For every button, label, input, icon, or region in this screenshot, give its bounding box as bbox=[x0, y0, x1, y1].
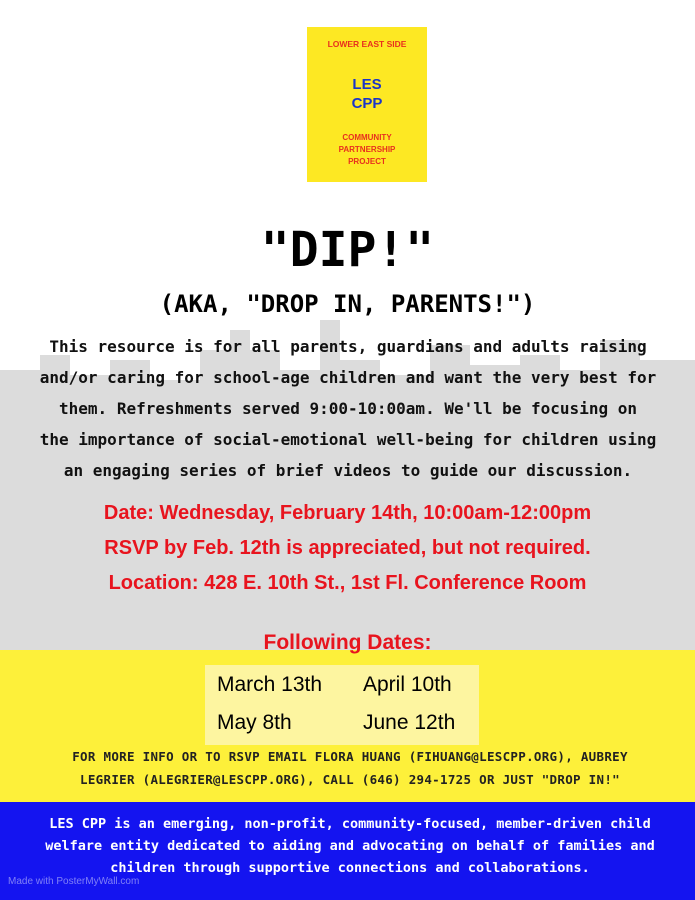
following-dates-heading: Following Dates: bbox=[263, 631, 432, 654]
watermark: Made with PosterMyWall.com bbox=[8, 876, 140, 887]
logo-top-text: LOWER EAST SIDE bbox=[327, 39, 407, 49]
date-item: April 10th bbox=[363, 673, 452, 696]
description-line: an engaging series of brief videos to guide our discussion. bbox=[63, 461, 633, 480]
event-description bbox=[18, 331, 678, 486]
about-line: welfare entity dedicated to aiding and advocating on behalf of families and bbox=[45, 838, 655, 854]
les-cpp-logo bbox=[307, 27, 427, 182]
about-text bbox=[20, 813, 680, 879]
event-location: Location: 428 E. 10th St., 1st Fl. Conference Room bbox=[108, 572, 587, 594]
date-item: March 13th bbox=[217, 673, 323, 696]
event-details bbox=[0, 496, 695, 601]
description-line: them. Refreshments served 9:00-10:00am. We'll be focusing on bbox=[59, 399, 637, 418]
event-title: "DIP!" bbox=[260, 222, 435, 278]
event-rsvp: RSVP by Feb. 12th is appreciated, but not required. bbox=[104, 537, 591, 559]
following-dates-box bbox=[205, 665, 479, 745]
event-date: Date: Wednesday, February 14th, 10:00am-12:00pm bbox=[103, 502, 592, 524]
description-line: and/or caring for school-age children and want the very best for bbox=[39, 368, 657, 387]
contact-line: FOR MORE INFO OR TO RSVP EMAIL FLORA HUANG (FIHUANG@LESCPP.ORG), AUBREY bbox=[72, 749, 628, 764]
contact-info bbox=[30, 745, 670, 791]
logo-main-text: LES CPP bbox=[351, 76, 383, 112]
contact-line: LEGRIER (ALEGRIER@LESCPP.ORG), CALL (646) 294-1725 OR JUST "DROP IN!" bbox=[80, 772, 620, 787]
date-item: June 12th bbox=[363, 711, 456, 734]
description-line: the importance of social-emotional well-being for children using bbox=[39, 430, 657, 449]
date-item: May 8th bbox=[217, 711, 292, 734]
about-line: LES CPP is an emerging, non-profit, community-focused, member-driven child bbox=[49, 816, 651, 832]
event-subtitle: (AKA, "DROP IN, PARENTS!") bbox=[159, 290, 536, 318]
description-line: This resource is for all parents, guardians and adults raising bbox=[49, 337, 647, 356]
about-line: children through supportive connections and collaborations. bbox=[110, 860, 590, 876]
logo-bottom-text: COMMUNITY PARTNERSHIP PROJECT bbox=[338, 133, 396, 166]
